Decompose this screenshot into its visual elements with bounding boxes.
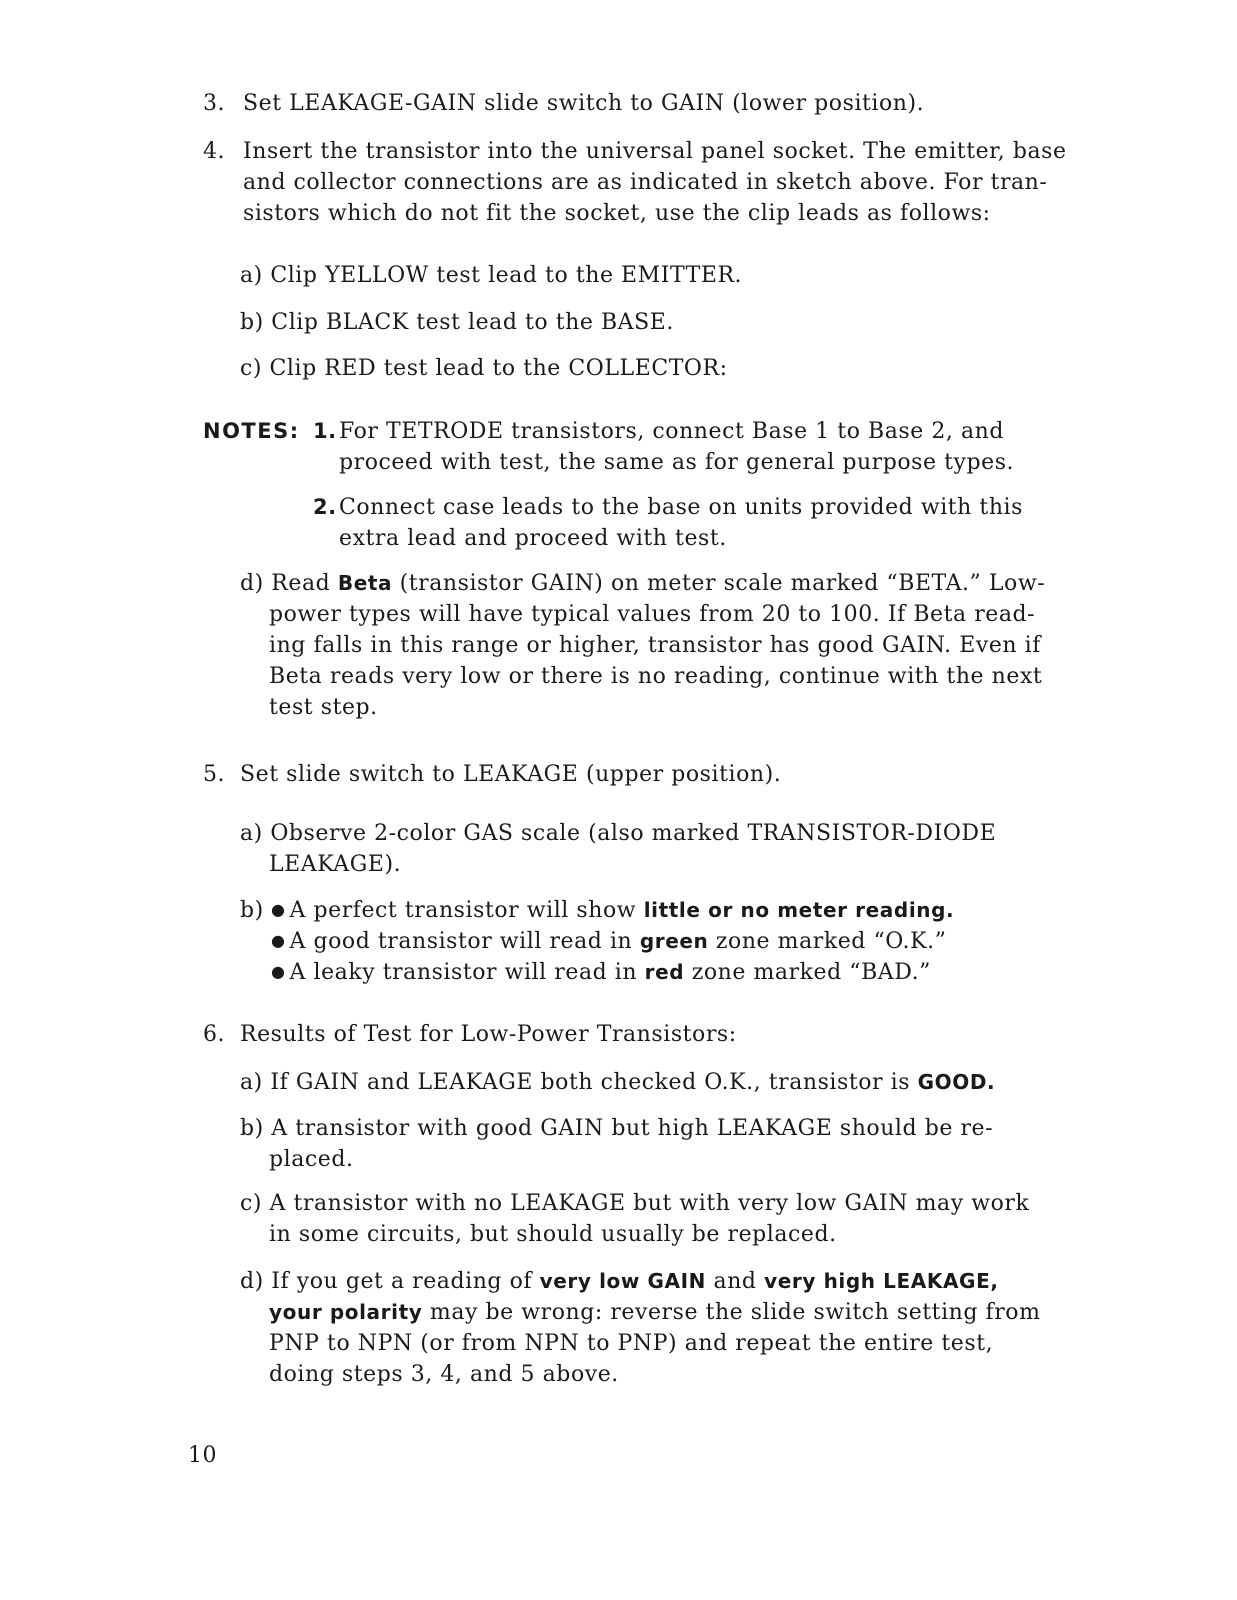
notes-label: NOTES: — [203, 419, 300, 443]
step-4b: b) Clip BLACK test lead to the BASE. — [240, 310, 674, 335]
step-4d-line-2: power types will have typical values from 20 to 100. If Beta read- — [269, 602, 1036, 627]
note-1-number: 1. — [313, 419, 337, 443]
step-6d-line-4: doing steps 3, 4, and 5 above. — [269, 1362, 619, 1387]
step-5b-prefix: b) — [240, 898, 264, 923]
step-4d-line-1: d) Read Beta (transistor GAIN) on meter scale marked “BETA.” Low- — [240, 571, 1046, 596]
step-3-number: 3. — [203, 91, 226, 116]
step-6c-line-2: in some circuits, but should usually be replaced. — [269, 1222, 837, 1247]
note-2-number: 2. — [313, 495, 337, 519]
step-6-text: Results of Test for Low-Power Transistors: — [240, 1022, 737, 1047]
step-6d-line-1: d) If you get a reading of very low GAIN and very high LEAKAGE, — [240, 1269, 999, 1294]
step-4-line-2: and collector connections are as indicated in sketch above. For tran- — [243, 170, 1048, 195]
step-4d-line-3: ing falls in this range or higher, transistor has good GAIN. Even if — [269, 633, 1041, 658]
step-4a: a) Clip YELLOW test lead to the EMITTER. — [240, 263, 743, 288]
step-5b-bullet-1: ● A perfect transistor will show little or no meter reading. — [271, 898, 955, 923]
step-3-text: Set LEAKAGE-GAIN slide switch to GAIN (lower position). — [243, 91, 925, 116]
step-6d-line-3: PNP to NPN (or from NPN to PNP) and repeat the entire test, — [269, 1331, 994, 1356]
step-4-line-3: sistors which do not fit the socket, use the clip leads as follows: — [243, 201, 991, 226]
step-6d-line-2: your polarity may be wrong: reverse the slide switch setting from — [269, 1300, 1041, 1325]
step-4-number: 4. — [203, 139, 226, 164]
step-6a: a) If GAIN and LEAKAGE both checked O.K., transistor is GOOD. — [240, 1070, 996, 1095]
step-5b-bullet-2: ● A good transistor will read in green zone marked “O.K.” — [271, 929, 947, 954]
note-1-line-2: proceed with test, the same as for general purpose types. — [339, 450, 1015, 475]
note-2-line-1: Connect case leads to the base on units provided with this — [339, 495, 1023, 520]
step-5a-line-2: LEAKAGE). — [269, 852, 402, 877]
step-6c-line-1: c) A transistor with no LEAKAGE but with very low GAIN may work — [240, 1191, 1030, 1216]
note-2-line-2: extra lead and proceed with test. — [339, 526, 727, 551]
step-5-number: 5. — [203, 762, 226, 787]
note-1-line-1: For TETRODE transistors, connect Base 1 to Base 2, and — [339, 419, 1005, 444]
page-number: 10 — [188, 1443, 218, 1468]
step-6-number: 6. — [203, 1022, 226, 1047]
step-4-line-1: Insert the transistor into the universal panel socket. The emitter, base — [243, 139, 1067, 164]
step-4d-line-5: test step. — [269, 695, 378, 720]
beta-emphasis: Beta — [337, 571, 393, 595]
step-5a-line-1: a) Observe 2-color GAS scale (also marked TRANSISTOR-DIODE — [240, 821, 997, 846]
step-5b-bullet-3: ● A leaky transistor will read in red zone marked “BAD.” — [271, 960, 931, 985]
step-4c: c) Clip RED test lead to the COLLECTOR: — [240, 356, 728, 381]
step-5-text: Set slide switch to LEAKAGE (upper position). — [240, 762, 782, 787]
step-6b-line-2: placed. — [269, 1147, 354, 1172]
step-6b-line-1: b) A transistor with good GAIN but high LEAKAGE should be re- — [240, 1116, 994, 1141]
step-4d-line-4: Beta reads very low or there is no reading, continue with the next — [269, 664, 1043, 689]
